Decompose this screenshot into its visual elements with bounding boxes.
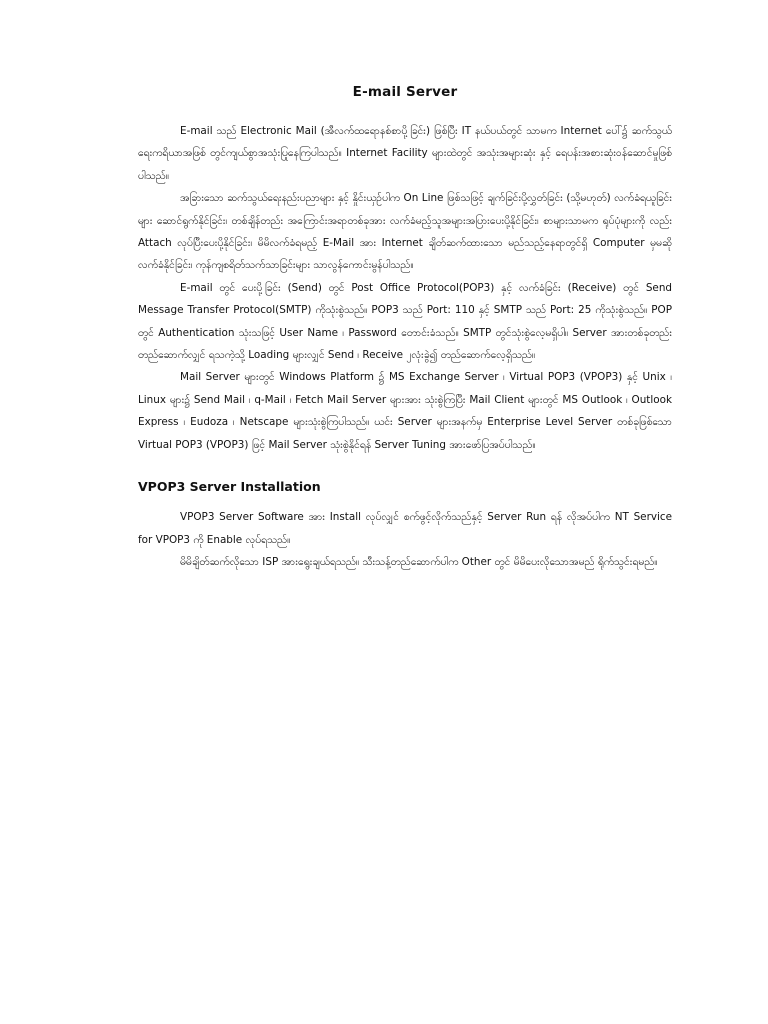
paragraph-email-protocols: E-mail တွင် ပေးပို့ခြင်း (Send) တွင် Post Office Protocol(POP3) နှင့် လက်ခံခြင်း (Receive) တွင် Send Message Transfer Protocol(SMTP) ကိုသုံးစွဲသည်။ POP3 သည် Port: 110 နှင့် SMTP သည် Port: 25 ကိုသုံးစွဲသည်။ POP တွင် Authentication သုံးသဖြင့် User Name ၊ Password တောင်းခံသည်။ SMTP တွင်သုံးစွဲလေ့မရှိပါ။ Server အားတစ်ခုတည်း တည်ဆောက်လျှင် ရသကဲ့သို့ Loading များလျှင် Send ၊ Receive ၂လုံးခွဲ၍ တည်ဆောက်လေ့ရှိသည်။ xyxy=(138,281,672,362)
document-page xyxy=(138,84,672,573)
paragraph-mail-servers: Mail Server များတွင် Windows Platform ၌ MS Exchange Server ၊ Virtual POP3 (VPOP3) နှင့် Unix ၊ Linux များ၌ Send Mail ၊ q-Mail ၊ Fetch Mail Server များအား သုံးစွဲကြပြီး Mail Client များတွင် MS Outlook ၊ Outlook Express ၊ Eudoza ၊ Netscape များသုံးစွဲကြပါသည်။ ယင်း Server များအနက်မှ Enterprise Level Server တစ်ခုဖြစ်သော Virtual POP3 (VPOP3) ဖြင့် Mail Server သုံးစွဲနိုင်ရန် Server Tuning အားဖော်ပြအပ်ပါသည်။ xyxy=(138,371,672,451)
paragraph-email-intro: E-mail သည် Electronic Mail (အီလက်ထရောနစ်စာပို့ခြင်း) ဖြစ်ပြီး IT နယ်ပယ်တွင် သာမက Internet ပေါ်၌ ဆက်သွယ်ရေးကရိယာအဖြစ် တွင်ကျယ်စွာအသုံးပြုနေကြပါသည်။ Internet Facility များထဲတွင် အသုံးအများဆုံး နှင့် ရေပန်းအစားဆုံးဝန်ဆောင်မှုဖြစ်ပါသည်။ xyxy=(138,125,672,182)
paragraph-vpop3-isp: မိမိချိတ်ဆက်လိုသော ISP အားရွေးချယ်ရသည်။ သီးသန့်တည်ဆောက်ပါက Other တွင် မိမိပေးလိုသောအမည် ရိုက်သွင်းရမည်။ xyxy=(180,555,658,568)
document-title: E-mail Server xyxy=(352,84,458,100)
paragraph-email-advantages: အခြားသော ဆက်သွယ်ရေးနည်းပညာများ နှင့် နှိုင်းယှဉ်ပါက On Line ဖြစ်သဖြင့် ချက်ခြင်းပို့လွှတ်ခြင်း (သို့မဟုတ်) လက်ခံရယူခြင်းများ ဆောင်ရွက်နိုင်ခြင်း၊ တစ်ချိန်တည်း အကြောင်းအရာတစ်ခုအား လက်ခံမည့်သူအများအပြားပေးပို့နိုင်ခြင်း၊ စာများသာမက ရုပ်ပုံများကို လည်း Attach လုပ်ပြီးပေးပို့နိုင်ခြင်း၊ မိမိလက်ခံရမည့် E-Mail အား Internet ချိတ်ဆက်ထားသော မည်သည့်နေရာတွင်ရှိ Computer မှမဆိုလက်ခံနိုင်ခြင်း၊ ကုန်ကျစရိတ်သက်သာခြင်းများ သာလွန်ကောင်းမွန်ပါသည်။ xyxy=(138,192,672,272)
paragraph-vpop3-install: VPOP3 Server Software အား Install လုပ်လျှင် စက်ဖွင့်လိုက်သည်နှင့် Server Run ရန် လိုအပ်ပါက NT Service for VPOP3 ကို Enable လုပ်ရသည်။ xyxy=(138,511,672,546)
section-heading-vpop3: VPOP3 Server Installation xyxy=(138,479,321,495)
